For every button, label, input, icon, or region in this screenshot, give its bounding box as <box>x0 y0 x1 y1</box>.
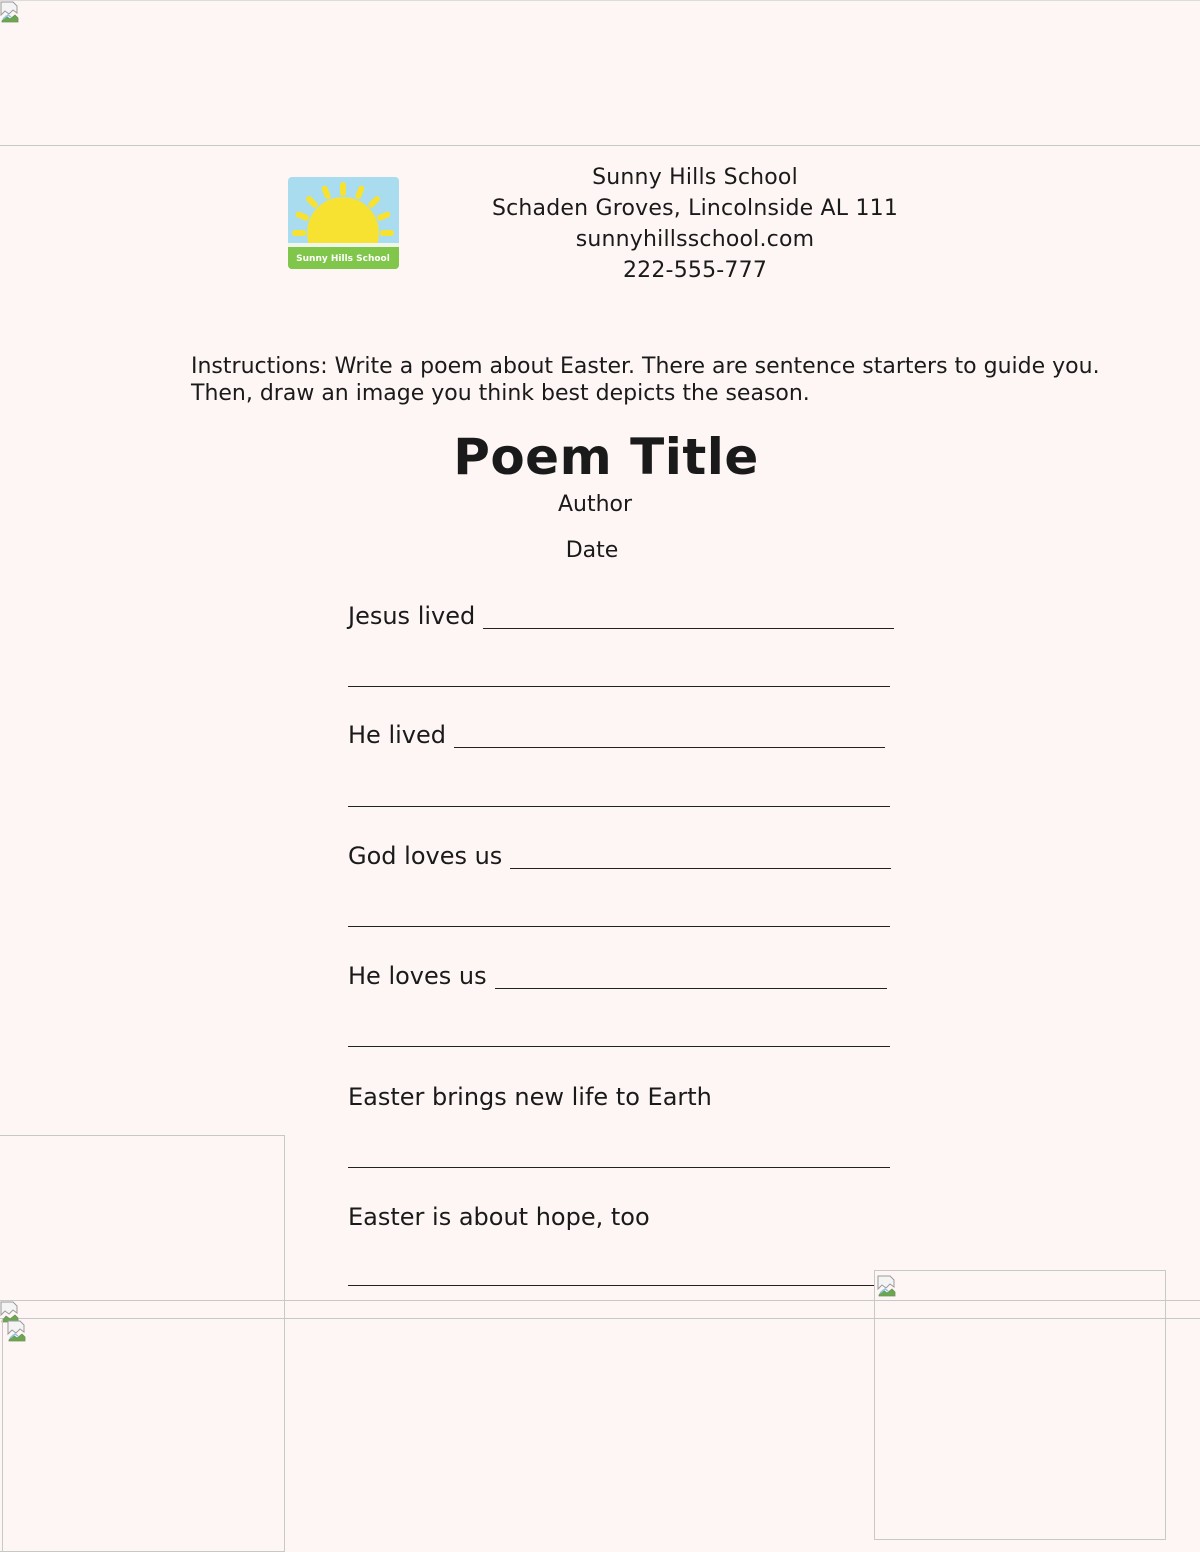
poem-line <box>348 1139 890 1171</box>
poem-line <box>348 1018 890 1050</box>
school-phone: 222-555-777 <box>622 258 768 283</box>
answer-blank[interactable] <box>454 747 885 748</box>
broken-image-icon <box>877 1275 897 1297</box>
poem-line <box>348 840 891 872</box>
broken-image-icon <box>0 1 20 23</box>
line-starter: God loves us <box>348 842 503 870</box>
drawing-image-placeholder <box>874 1270 1166 1540</box>
line-starter: He lived <box>348 721 446 749</box>
poem-line <box>348 1201 890 1233</box>
poem-line <box>348 719 885 751</box>
header-image-placeholder <box>0 0 1200 146</box>
line-starter: Jesus lived <box>348 602 476 630</box>
broken-image-icon <box>7 1320 27 1342</box>
school-website: sunnyhillsschool.com <box>575 227 815 252</box>
poem-line <box>348 1081 890 1113</box>
school-address: Schaden Groves, Lincolnside AL 111 <box>491 196 899 221</box>
sun-ray <box>309 199 315 205</box>
poem-line <box>348 778 890 810</box>
sun-ray <box>325 189 328 196</box>
sun-ray <box>358 189 361 196</box>
answer-blank[interactable] <box>348 926 890 927</box>
sun-ray <box>380 215 387 218</box>
school-logo <box>288 177 399 269</box>
poem-line <box>348 960 887 992</box>
sun-ray <box>299 215 306 218</box>
answer-blank[interactable] <box>348 1167 890 1168</box>
poem-line <box>348 1257 874 1289</box>
answer-blank[interactable] <box>348 1285 874 1286</box>
line-starter: He loves us <box>348 962 487 990</box>
poem-date: Date <box>565 538 619 563</box>
poem-author: Author <box>557 492 633 517</box>
logo-text: Sunny Hills School <box>296 254 390 264</box>
line-starter: Easter is about hope, too <box>348 1203 650 1231</box>
answer-blank[interactable] <box>348 686 890 687</box>
line-starter: Easter brings new life to Earth <box>348 1083 712 1111</box>
poem-line <box>348 898 890 930</box>
school-info <box>460 162 930 286</box>
answer-blank[interactable] <box>510 868 891 869</box>
school-name: Sunny Hills School <box>592 165 798 190</box>
answer-blank[interactable] <box>483 628 894 629</box>
instructions: Instructions: Write a poem about Easter. There are sentence starters to guide you. Then, draw an image you think best depicts the season. <box>191 354 1100 406</box>
poem-title: Poem Title <box>453 428 759 486</box>
poem-line <box>348 658 890 690</box>
answer-blank[interactable] <box>348 1046 890 1047</box>
footer-left-image-placeholder <box>2 1318 285 1552</box>
sun-ray <box>371 199 377 205</box>
answer-blank[interactable] <box>495 988 887 989</box>
answer-blank[interactable] <box>348 806 890 807</box>
poem-line <box>348 600 894 632</box>
